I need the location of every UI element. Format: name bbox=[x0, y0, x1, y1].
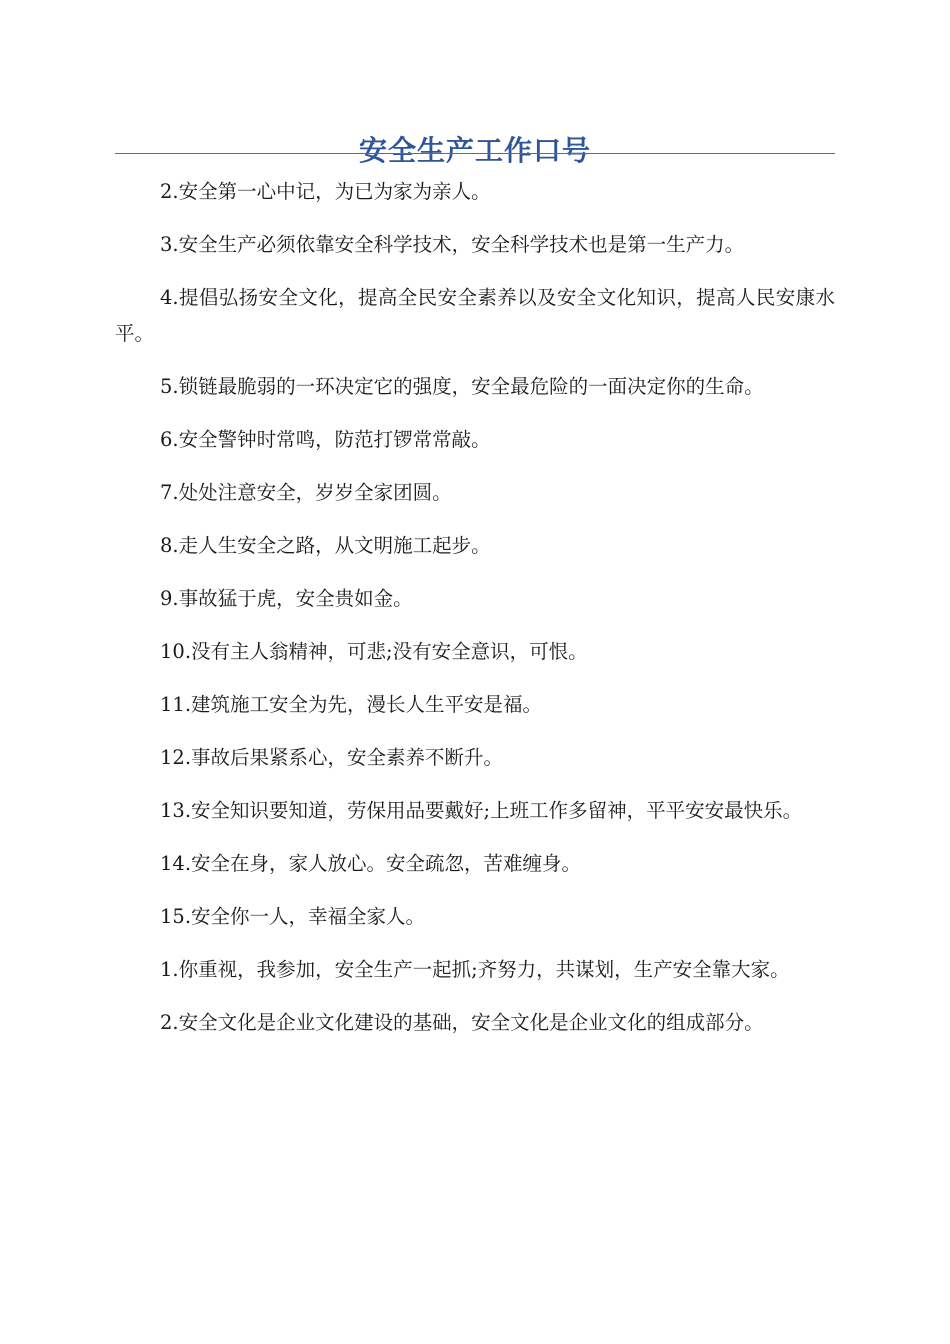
slogan-item: 14.安全在身，家人放心。安全疏忽，苦难缠身。 bbox=[160, 852, 582, 875]
slogan-list bbox=[115, 174, 835, 1058]
slogan-item: 10.没有主人翁精神，可悲;没有安全意识，可恨。 bbox=[160, 640, 588, 663]
slogan-item: 12.事故后果紧系心，安全素养不断升。 bbox=[160, 746, 504, 769]
slogan-item: 9.事故猛于虎，安全贵如金。 bbox=[160, 587, 413, 610]
slogan-item: 15.安全你一人，幸福全家人。 bbox=[160, 905, 426, 928]
slogan-item: 6.安全警钟时常鸣，防范打锣常常敲。 bbox=[160, 428, 491, 451]
slogan-item: 1.你重视，我参加，安全生产一起抓;齐努力，共谋划，生产安全靠大家。 bbox=[160, 958, 790, 981]
slogan-item: 8.走人生安全之路，从文明施工起步。 bbox=[160, 534, 491, 557]
slogan-item: 5.锁链最脆弱的一环决定它的强度，安全最危险的一面决定你的生命。 bbox=[160, 375, 764, 398]
slogan-item: 11.建筑施工安全为先，漫长人生平安是福。 bbox=[160, 693, 543, 716]
slogan-item: 4.提倡弘扬安全文化，提高全民安全素养以及安全文化知识，提高人民安康水平。 bbox=[115, 286, 835, 345]
document-title: 安全生产工作口号 bbox=[358, 133, 591, 167]
title-divider bbox=[115, 153, 835, 154]
slogan-item: 2.安全第一心中记，为已为家为亲人。 bbox=[160, 180, 491, 203]
slogan-item: 3.安全生产必须依靠安全科学技术，安全科学技术也是第一生产力。 bbox=[160, 233, 745, 256]
slogan-item: 13.安全知识要知道，劳保用品要戴好;上班工作多留神，平平安安最快乐。 bbox=[160, 799, 803, 822]
slogan-item: 2.安全文化是企业文化建设的基础，安全文化是企业文化的组成部分。 bbox=[160, 1011, 764, 1034]
slogan-item: 7.处处注意安全，岁岁全家团圆。 bbox=[160, 481, 452, 504]
